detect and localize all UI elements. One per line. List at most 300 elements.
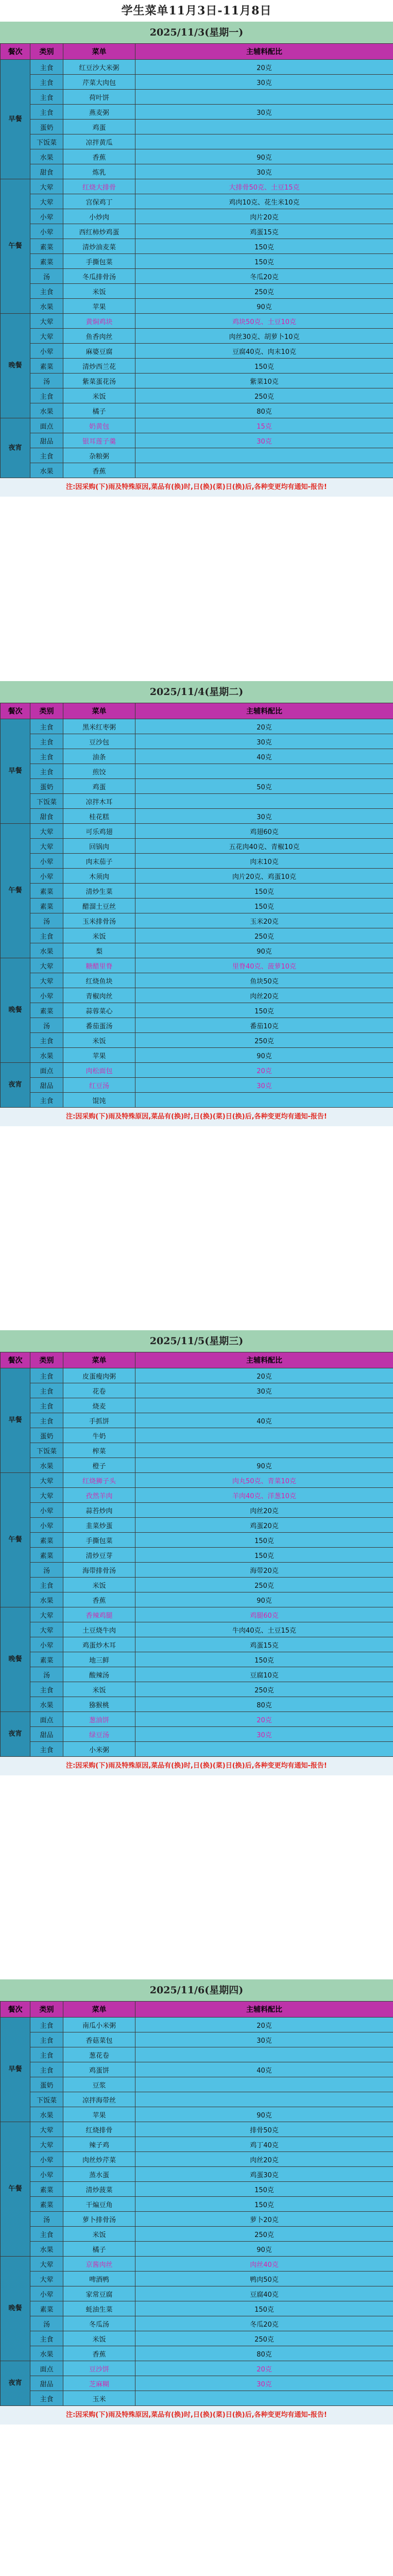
ingredient-cell: 30克 xyxy=(135,164,393,179)
table-row xyxy=(1,134,393,149)
dish-cell: 桂花糕 xyxy=(63,809,135,824)
ingredient-cell: 150克 xyxy=(135,2182,393,2197)
meal-cell: 夜宵 xyxy=(1,418,30,478)
table-row xyxy=(1,2047,393,2062)
table-row xyxy=(1,958,393,973)
table-row xyxy=(1,359,393,374)
category-cell: 水果 xyxy=(30,1048,63,1063)
dish-cell: 橘子 xyxy=(63,403,135,418)
category-cell: 水果 xyxy=(30,149,63,164)
table-row xyxy=(1,120,393,134)
table-row xyxy=(1,90,393,105)
menu-table xyxy=(0,2001,393,2406)
dish-cell: 萝卜排骨汤 xyxy=(63,2212,135,2227)
dish-cell: 冬瓜汤 xyxy=(63,2316,135,2331)
table-row xyxy=(1,209,393,224)
table-row xyxy=(1,433,393,448)
table-row xyxy=(1,2137,393,2152)
ingredient-cell: 30克 xyxy=(135,809,393,824)
table-row xyxy=(1,1637,393,1652)
dish-cell: 京酱肉丝 xyxy=(63,2257,135,2272)
category-cell: 主食 xyxy=(30,1383,63,1398)
category-cell: 主食 xyxy=(30,388,63,403)
table-row xyxy=(1,943,393,958)
ingredient-cell: 肉片20克、鸡蛋10克 xyxy=(135,869,393,884)
table-row xyxy=(1,2182,393,2197)
day-title: 2025/11/6(星期四) xyxy=(0,1979,393,2001)
dish-cell: 米饭 xyxy=(63,388,135,403)
day-title: 2025/11/3(星期一) xyxy=(0,22,393,43)
table-row xyxy=(1,1488,393,1503)
meal-cell: 午餐 xyxy=(1,1473,30,1607)
ingredient-cell: 鸡蛋20克 xyxy=(135,1518,393,1533)
day-section xyxy=(0,1330,393,1775)
table-row xyxy=(1,1458,393,1473)
category-cell: 素菜 xyxy=(30,2301,63,2316)
dish-cell: 回锅肉 xyxy=(63,839,135,854)
dish-cell: 红豆汤 xyxy=(63,1078,135,1093)
category-cell: 大荤 xyxy=(30,329,63,344)
ingredient-cell: 150克 xyxy=(135,899,393,913)
table-row xyxy=(1,899,393,913)
ingredient-cell: 鱼块50克 xyxy=(135,973,393,988)
dish-cell: 黑米红枣粥 xyxy=(63,719,135,734)
ingredient-cell: 肉丝20克 xyxy=(135,2152,393,2167)
table-row xyxy=(1,2197,393,2212)
ingredient-cell xyxy=(135,463,393,478)
dish-cell: 米饭 xyxy=(63,928,135,943)
category-cell: 主食 xyxy=(30,1413,63,1428)
dish-cell: 清炒菠菜 xyxy=(63,2182,135,2197)
table-row xyxy=(1,374,393,388)
ingredient-cell xyxy=(135,2092,393,2107)
ingredient-cell: 30克 xyxy=(135,433,393,448)
table-row xyxy=(1,764,393,779)
category-cell: 主食 xyxy=(30,1093,63,1108)
ingredient-cell: 150克 xyxy=(135,2197,393,2212)
dish-cell: 手撕包菜 xyxy=(63,254,135,269)
ingredient-cell: 鸡蛋15克 xyxy=(135,224,393,239)
ingredient-cell: 150克 xyxy=(135,1003,393,1018)
table-row xyxy=(1,1383,393,1398)
table-row xyxy=(1,463,393,478)
table-row xyxy=(1,314,393,329)
ingredient-cell: 鸡腿60克 xyxy=(135,1607,393,1622)
ingredient-cell: 肉丝20克 xyxy=(135,988,393,1003)
ingredient-cell xyxy=(135,1398,393,1413)
dish-cell: 芝麻糊 xyxy=(63,2376,135,2391)
ingredient-cell: 80克 xyxy=(135,1697,393,1712)
ingredient-cell: 冬瓜20克 xyxy=(135,2316,393,2331)
category-cell: 主食 xyxy=(30,1578,63,1592)
dish-cell: 猕猴桃 xyxy=(63,1697,135,1712)
category-cell: 大荤 xyxy=(30,839,63,854)
category-cell: 下饭菜 xyxy=(30,134,63,149)
column-header: 菜单 xyxy=(63,703,135,719)
ingredient-cell: 250克 xyxy=(135,1682,393,1697)
ingredient-cell: 150克 xyxy=(135,359,393,374)
ingredient-cell: 鸡蛋30克 xyxy=(135,2167,393,2182)
dish-cell: 豆沙饼 xyxy=(63,2361,135,2376)
table-row xyxy=(1,1682,393,1697)
table-row xyxy=(1,1652,393,1667)
meal-cell: 午餐 xyxy=(1,179,30,314)
category-cell: 素菜 xyxy=(30,2182,63,2197)
table-row xyxy=(1,2376,393,2391)
category-cell: 大荤 xyxy=(30,958,63,973)
table-row xyxy=(1,1473,393,1488)
table-row xyxy=(1,2242,393,2257)
category-cell: 主食 xyxy=(30,719,63,734)
ingredient-cell: 90克 xyxy=(135,1048,393,1063)
dish-cell: 手撕包菜 xyxy=(63,1533,135,1548)
menu-table xyxy=(0,1352,393,1757)
meal-cell: 早餐 xyxy=(1,1368,30,1473)
category-cell: 蛋奶 xyxy=(30,2077,63,2092)
category-cell: 小荤 xyxy=(30,988,63,1003)
category-cell: 水果 xyxy=(30,299,63,314)
column-header: 餐次 xyxy=(1,1352,30,1368)
category-cell: 素菜 xyxy=(30,1652,63,1667)
dish-cell: 榨菜 xyxy=(63,1443,135,1458)
category-cell: 小荤 xyxy=(30,1637,63,1652)
table-row xyxy=(1,1443,393,1458)
category-cell: 主食 xyxy=(30,2032,63,2047)
dish-cell: 米饭 xyxy=(63,1033,135,1048)
table-row xyxy=(1,794,393,809)
meal-cell: 早餐 xyxy=(1,60,30,179)
column-header: 主辅料配比 xyxy=(135,2002,393,2018)
table-row xyxy=(1,1428,393,1443)
category-cell: 主食 xyxy=(30,2047,63,2062)
ingredient-cell: 90克 xyxy=(135,1592,393,1607)
category-cell: 主食 xyxy=(30,2331,63,2346)
ingredient-cell: 鸡肉10克、花生米10克 xyxy=(135,194,393,209)
category-cell: 主食 xyxy=(30,2018,63,2032)
ingredient-cell: 30克 xyxy=(135,2032,393,2047)
dish-cell: 豆浆 xyxy=(63,2077,135,2092)
dish-cell: 木须肉 xyxy=(63,869,135,884)
ingredient-cell: 250克 xyxy=(135,2227,393,2242)
dish-cell: 米饭 xyxy=(63,2331,135,2346)
category-cell: 汤 xyxy=(30,2212,63,2227)
ingredient-cell: 鸡丁40克 xyxy=(135,2137,393,2152)
ingredient-cell: 20克 xyxy=(135,1712,393,1727)
table-row xyxy=(1,1697,393,1712)
category-cell: 大荤 xyxy=(30,179,63,194)
ingredient-cell: 30克 xyxy=(135,2376,393,2391)
dish-cell: 蚝油生菜 xyxy=(63,2301,135,2316)
dish-cell: 韭菜炒蛋 xyxy=(63,1518,135,1533)
category-cell: 水果 xyxy=(30,2346,63,2361)
dish-cell: 香蕉 xyxy=(63,149,135,164)
dish-cell: 烧麦 xyxy=(63,1398,135,1413)
category-cell: 汤 xyxy=(30,913,63,928)
table-row xyxy=(1,164,393,179)
category-cell: 主食 xyxy=(30,749,63,764)
dish-cell: 清炒生菜 xyxy=(63,884,135,899)
dish-cell: 鸡蛋 xyxy=(63,779,135,794)
meal-cell: 夜宵 xyxy=(1,2361,30,2406)
category-cell: 水果 xyxy=(30,1458,63,1473)
table-row xyxy=(1,2062,393,2077)
dish-cell: 青椒肉丝 xyxy=(63,988,135,1003)
table-row xyxy=(1,224,393,239)
ingredient-cell: 豆腐40克、肉末10克 xyxy=(135,344,393,359)
dish-cell: 苹果 xyxy=(63,1048,135,1063)
category-cell: 大荤 xyxy=(30,2137,63,2152)
category-cell: 面点 xyxy=(30,418,63,433)
table-row xyxy=(1,2301,393,2316)
category-cell: 小荤 xyxy=(30,1518,63,1533)
day-section xyxy=(0,681,393,1126)
column-header: 类别 xyxy=(30,1352,63,1368)
category-cell: 甜品 xyxy=(30,1727,63,1742)
category-cell: 主食 xyxy=(30,2227,63,2242)
table-row xyxy=(1,913,393,928)
ingredient-cell: 90克 xyxy=(135,2107,393,2122)
dish-cell: 小炒肉 xyxy=(63,209,135,224)
meal-cell: 晚餐 xyxy=(1,2257,30,2361)
dish-cell: 红豆沙大米粥 xyxy=(63,60,135,75)
dish-cell: 红烧排骨 xyxy=(63,2122,135,2137)
ingredient-cell: 鸡蛋15克 xyxy=(135,1637,393,1652)
dish-cell: 红烧狮子头 xyxy=(63,1473,135,1488)
table-row xyxy=(1,884,393,899)
menu-table xyxy=(0,703,393,1108)
dish-cell: 煎饺 xyxy=(63,764,135,779)
dish-cell: 奶黄包 xyxy=(63,418,135,433)
dish-cell: 荷叶饼 xyxy=(63,90,135,105)
dish-cell: 花卷 xyxy=(63,1383,135,1398)
table-row xyxy=(1,1018,393,1033)
category-cell: 小荤 xyxy=(30,854,63,869)
category-cell: 主食 xyxy=(30,60,63,75)
table-header-row xyxy=(1,2002,393,2018)
dish-cell: 凉拌海带丝 xyxy=(63,2092,135,2107)
dish-cell: 玉米排骨汤 xyxy=(63,913,135,928)
ingredient-cell: 大排骨50克、土豆15克 xyxy=(135,179,393,194)
table-row xyxy=(1,824,393,839)
dish-cell: 绿豆汤 xyxy=(63,1727,135,1742)
table-row xyxy=(1,1368,393,1383)
category-cell: 大荤 xyxy=(30,1622,63,1637)
dish-cell: 番茄蛋汤 xyxy=(63,1018,135,1033)
ingredient-cell: 肉丝40克 xyxy=(135,2257,393,2272)
dish-cell: 小米粥 xyxy=(63,1742,135,1757)
dish-cell: 冬瓜排骨汤 xyxy=(63,269,135,284)
category-cell: 主食 xyxy=(30,928,63,943)
dish-cell: 孜然羊肉 xyxy=(63,1488,135,1503)
dish-cell: 米饭 xyxy=(63,1682,135,1697)
dish-cell: 葱油饼 xyxy=(63,1712,135,1727)
ingredient-cell: 肉丝30克、胡萝卜10克 xyxy=(135,329,393,344)
ingredient-cell: 羊肉40克、洋葱10克 xyxy=(135,1488,393,1503)
category-cell: 素菜 xyxy=(30,2197,63,2212)
ingredient-cell: 里脊40克、菠萝10克 xyxy=(135,958,393,973)
table-row xyxy=(1,75,393,90)
category-cell: 素菜 xyxy=(30,899,63,913)
category-cell: 甜食 xyxy=(30,164,63,179)
dish-cell: 蒜蓉菜心 xyxy=(63,1003,135,1018)
dish-cell: 橙子 xyxy=(63,1458,135,1473)
ingredient-cell: 20克 xyxy=(135,2361,393,2376)
dish-cell: 酸辣汤 xyxy=(63,1667,135,1682)
dish-cell: 海带排骨汤 xyxy=(63,1563,135,1578)
category-cell: 大荤 xyxy=(30,314,63,329)
table-row xyxy=(1,1518,393,1533)
category-cell: 水果 xyxy=(30,1697,63,1712)
category-cell: 主食 xyxy=(30,448,63,463)
dish-cell: 辣子鸡 xyxy=(63,2137,135,2152)
category-cell: 水果 xyxy=(30,2107,63,2122)
table-row xyxy=(1,1033,393,1048)
table-row xyxy=(1,809,393,824)
table-row xyxy=(1,149,393,164)
ingredient-cell: 五花肉40克、青椒10克 xyxy=(135,839,393,854)
table-row xyxy=(1,448,393,463)
ingredient-cell: 海带20克 xyxy=(135,1563,393,1578)
ingredient-cell: 20克 xyxy=(135,719,393,734)
category-cell: 大荤 xyxy=(30,2272,63,2286)
dish-cell: 清炒西兰花 xyxy=(63,359,135,374)
category-cell: 大荤 xyxy=(30,1607,63,1622)
ingredient-cell: 20克 xyxy=(135,1063,393,1078)
table-row xyxy=(1,2391,393,2406)
category-cell: 汤 xyxy=(30,2316,63,2331)
dish-cell: 米饭 xyxy=(63,1578,135,1592)
ingredient-cell: 40克 xyxy=(135,749,393,764)
dish-cell: 蒸水蛋 xyxy=(63,2167,135,2182)
table-row xyxy=(1,2212,393,2227)
ingredient-cell: 豆腐40克 xyxy=(135,2286,393,2301)
category-cell: 面点 xyxy=(30,1712,63,1727)
category-cell: 甜品 xyxy=(30,1078,63,1093)
ingredient-cell xyxy=(135,764,393,779)
category-cell: 水果 xyxy=(30,1592,63,1607)
ingredient-cell: 玉米20克 xyxy=(135,913,393,928)
category-cell: 下饭菜 xyxy=(30,1443,63,1458)
meal-cell: 夜宵 xyxy=(1,1063,30,1108)
ingredient-cell xyxy=(135,90,393,105)
ingredient-cell: 90克 xyxy=(135,1458,393,1473)
ingredient-cell xyxy=(135,1428,393,1443)
table-row xyxy=(1,418,393,433)
dish-cell: 土豆烧牛肉 xyxy=(63,1622,135,1637)
category-cell: 大荤 xyxy=(30,1473,63,1488)
day-section xyxy=(0,22,393,497)
dish-cell: 香蕉 xyxy=(63,2346,135,2361)
dish-cell: 牛奶 xyxy=(63,1428,135,1443)
table-row xyxy=(1,299,393,314)
category-cell: 甜食 xyxy=(30,809,63,824)
table-row xyxy=(1,105,393,120)
table-row xyxy=(1,2331,393,2346)
table-row xyxy=(1,403,393,418)
category-cell: 主食 xyxy=(30,90,63,105)
ingredient-cell: 肉丝20克 xyxy=(135,1503,393,1518)
meal-cell: 早餐 xyxy=(1,719,30,824)
category-cell: 面点 xyxy=(30,2361,63,2376)
category-cell: 水果 xyxy=(30,2242,63,2257)
page-title: 学生菜单11月3日-11月8日 xyxy=(121,4,272,18)
ingredient-cell: 150克 xyxy=(135,884,393,899)
ingredient-cell xyxy=(135,134,393,149)
category-cell: 大荤 xyxy=(30,1488,63,1503)
table-row xyxy=(1,749,393,764)
meal-cell: 午餐 xyxy=(1,824,30,958)
table-row xyxy=(1,1622,393,1637)
ingredient-cell xyxy=(135,2391,393,2406)
category-cell: 甜品 xyxy=(30,433,63,448)
category-cell: 大荤 xyxy=(30,973,63,988)
table-row xyxy=(1,388,393,403)
ingredient-cell: 肉片20克 xyxy=(135,209,393,224)
table-row xyxy=(1,988,393,1003)
category-cell: 下饭菜 xyxy=(30,2092,63,2107)
category-cell: 主食 xyxy=(30,2062,63,2077)
table-row xyxy=(1,839,393,854)
category-cell: 主食 xyxy=(30,1368,63,1383)
ingredient-cell: 250克 xyxy=(135,388,393,403)
category-cell: 水果 xyxy=(30,463,63,478)
dish-cell: 米饭 xyxy=(63,284,135,299)
dish-cell: 鸡蛋炒木耳 xyxy=(63,1637,135,1652)
ingredient-cell: 150克 xyxy=(135,254,393,269)
dish-cell: 清炒豆芽 xyxy=(63,1548,135,1563)
category-cell: 主食 xyxy=(30,1398,63,1413)
dish-cell: 香蕉 xyxy=(63,463,135,478)
category-cell: 素菜 xyxy=(30,1548,63,1563)
meal-cell: 晚餐 xyxy=(1,314,30,418)
dish-cell: 炼乳 xyxy=(63,164,135,179)
table-row xyxy=(1,2092,393,2107)
ingredient-cell: 90克 xyxy=(135,2242,393,2257)
dish-cell: 油条 xyxy=(63,749,135,764)
table-row xyxy=(1,194,393,209)
dish-cell: 紫菜蛋花汤 xyxy=(63,374,135,388)
category-cell: 下饭菜 xyxy=(30,794,63,809)
column-header: 类别 xyxy=(30,44,63,60)
day-section xyxy=(0,1979,393,2425)
category-cell: 汤 xyxy=(30,1563,63,1578)
ingredient-cell xyxy=(135,120,393,134)
table-row xyxy=(1,1563,393,1578)
category-cell: 水果 xyxy=(30,943,63,958)
table-row xyxy=(1,1667,393,1682)
dish-cell: 橘子 xyxy=(63,2242,135,2257)
ingredient-cell: 30克 xyxy=(135,105,393,120)
table-row xyxy=(1,1003,393,1018)
category-cell: 主食 xyxy=(30,105,63,120)
category-cell: 汤 xyxy=(30,1667,63,1682)
day-title: 2025/11/4(星期二) xyxy=(0,681,393,703)
ingredient-cell: 90克 xyxy=(135,149,393,164)
dish-cell: 糖醋里脊 xyxy=(63,958,135,973)
dish-cell: 可乐鸡翅 xyxy=(63,824,135,839)
category-cell: 主食 xyxy=(30,1682,63,1697)
category-cell: 汤 xyxy=(30,1018,63,1033)
dish-cell: 香蕉 xyxy=(63,1592,135,1607)
column-header: 菜单 xyxy=(63,1352,135,1368)
dish-cell: 鸡蛋 xyxy=(63,120,135,134)
column-header: 主辅料配比 xyxy=(135,44,393,60)
ingredient-cell: 20克 xyxy=(135,60,393,75)
ingredient-cell: 鸡块50克、土豆10克 xyxy=(135,314,393,329)
table-row xyxy=(1,1712,393,1727)
dish-cell: 蒜苔炒肉 xyxy=(63,1503,135,1518)
dish-cell: 苹果 xyxy=(63,2107,135,2122)
